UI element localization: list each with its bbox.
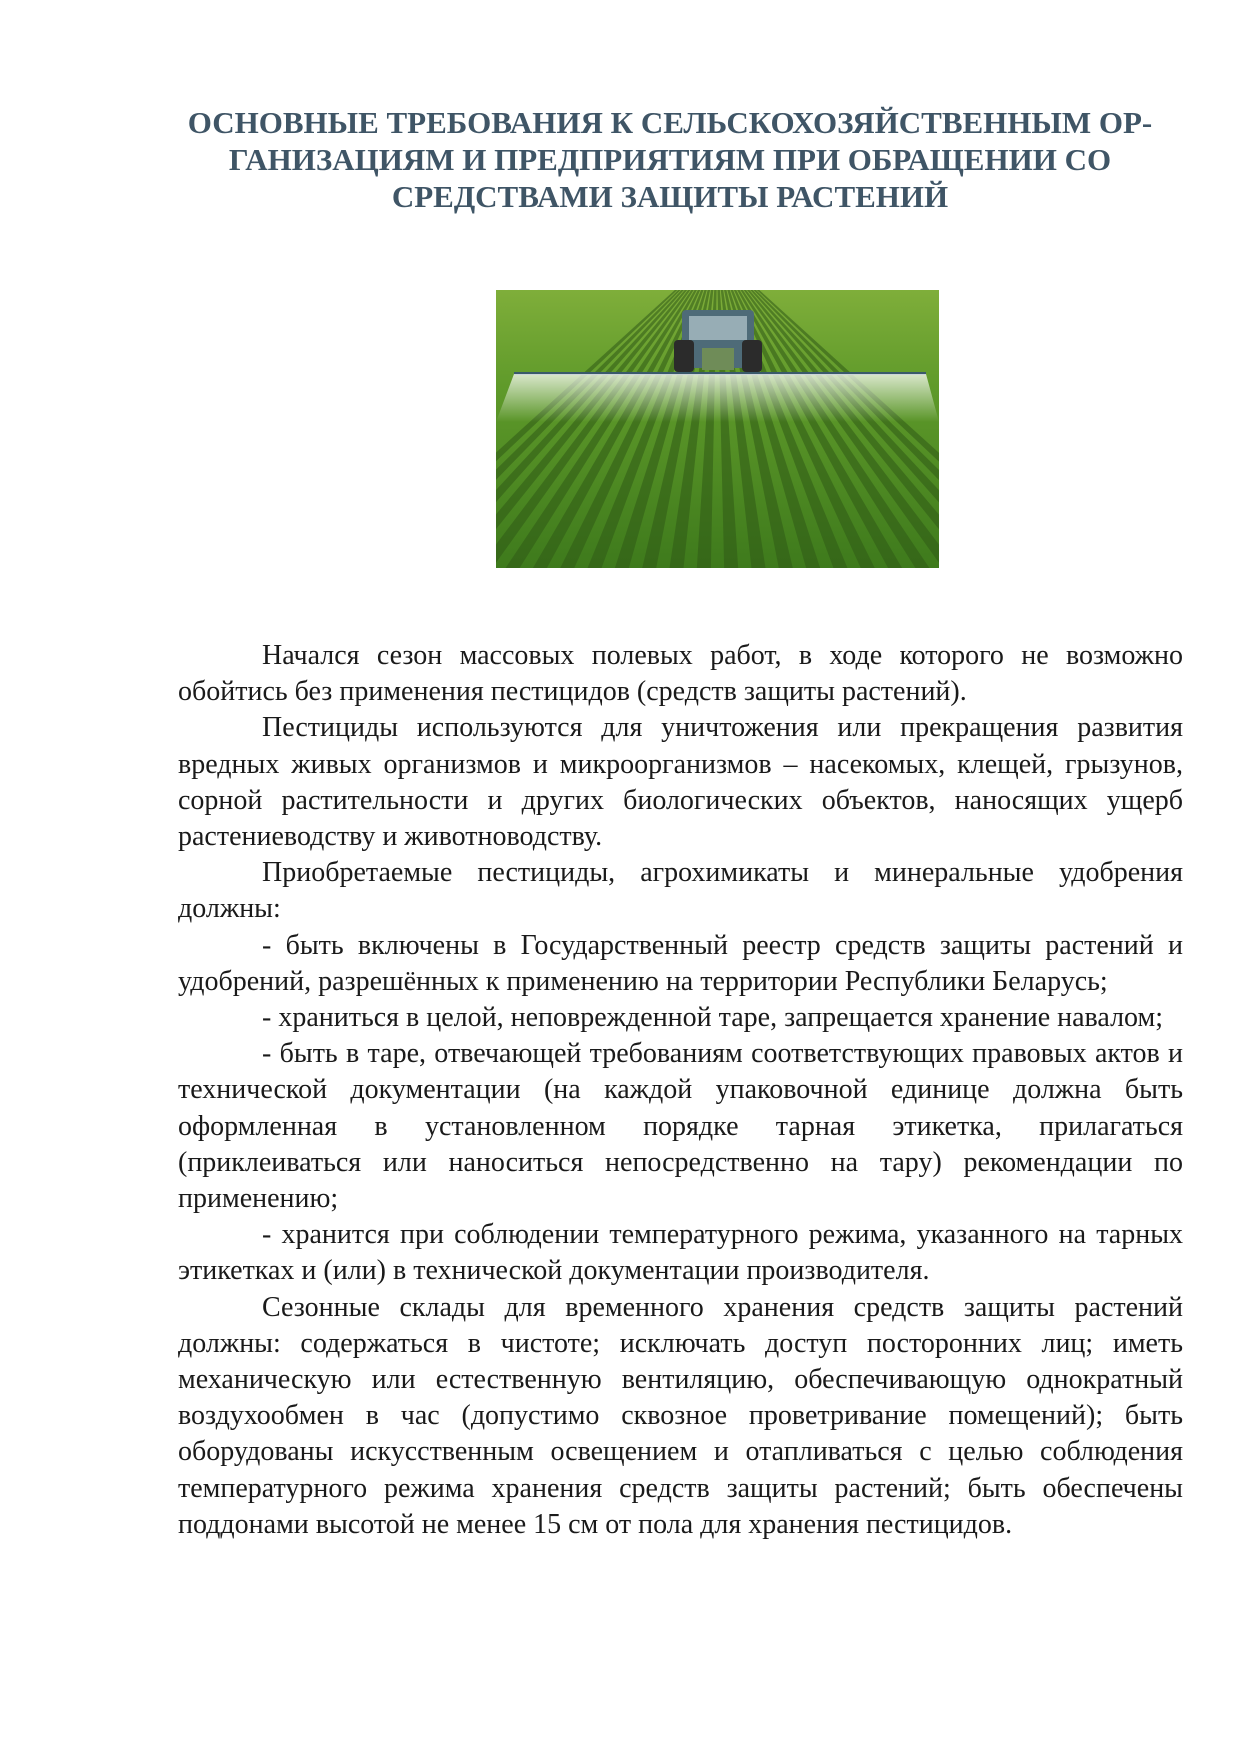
list-item-storage: - храниться в целой, неповрежденной таре, запрещается хранение навалом;	[262, 1002, 1164, 1034]
paragraph-requirements-intro: Приобретаемые пестициды, агрохимикаты и минеральные удобрения должны:	[178, 857, 1183, 925]
list-item-temperature: - хранится при соблюдении температурного режима, указанного на тарных этикетках и (или) в технической документации производителя.	[178, 1219, 1183, 1287]
paragraph-season-start: Начался сезон массовых полевых работ, в ходе которого не возможно обойтись без применения пестицидов (средств защиты растений).	[178, 640, 1183, 708]
paragraph-pesticides-purpose: Пестициды используются для уничтожения или прекращения развития вредных живых организмов и микроорганизмов – насекомых, клещей, грызунов, сорной растительности и других биологических объектов, наносящих ущерб растениеводству и животноводству.	[178, 712, 1183, 853]
paragraph-warehouses: Сезонные склады для временного хранения средств защиты растений должны: содержаться в чистоте; исключать доступ посторонних лиц; иметь механическую или естественную вентиляцию, обеспечивающую однократный воздухообмен в час (допустимо сквозное проветривание помещений); быть оборудованы искусственным освещением и отапливаться с целью соблюдения температурного режима хранения средств защиты растений; быть обеспечены поддонами высотой не менее 15 см от пола для хранения пестицидов.	[178, 1291, 1183, 1540]
field-illustration	[496, 290, 939, 568]
list-item-registry: - быть включены в Государственный реестр средств защиты растений и удобрений, разрешённых к применению на территории Республики Беларусь;	[178, 929, 1183, 997]
document-title	[160, 104, 1180, 215]
tractor	[674, 310, 762, 372]
title-line-3: СРЕДСТВАМИ ЗАЩИТЫ РАСТЕНИЙ	[391, 179, 949, 214]
document-body	[178, 638, 1183, 1543]
list-item-packaging: - быть в таре, отвечающей требованиям соответствующих правовых актов и технической документации (на каждой упаковочной единице должна быть оформленная в установленном порядке тарная этикетка, прилагаться (приклеиваться или наноситься непосредственно на тару) рекомендации по применению;	[178, 1038, 1183, 1215]
title-line-1: ОСНОВНЫЕ ТРЕБОВАНИЯ К СЕЛЬСКОХОЗЯЙСТВЕННЫМ ОР-	[187, 105, 1153, 140]
tractor-spraying-field-photo	[496, 290, 939, 568]
title-line-2: ГАНИЗАЦИЯМ И ПРЕДПРИЯТИЯМ ПРИ ОБРАЩЕНИИ СО	[228, 142, 1112, 177]
spray-mist	[496, 374, 939, 422]
